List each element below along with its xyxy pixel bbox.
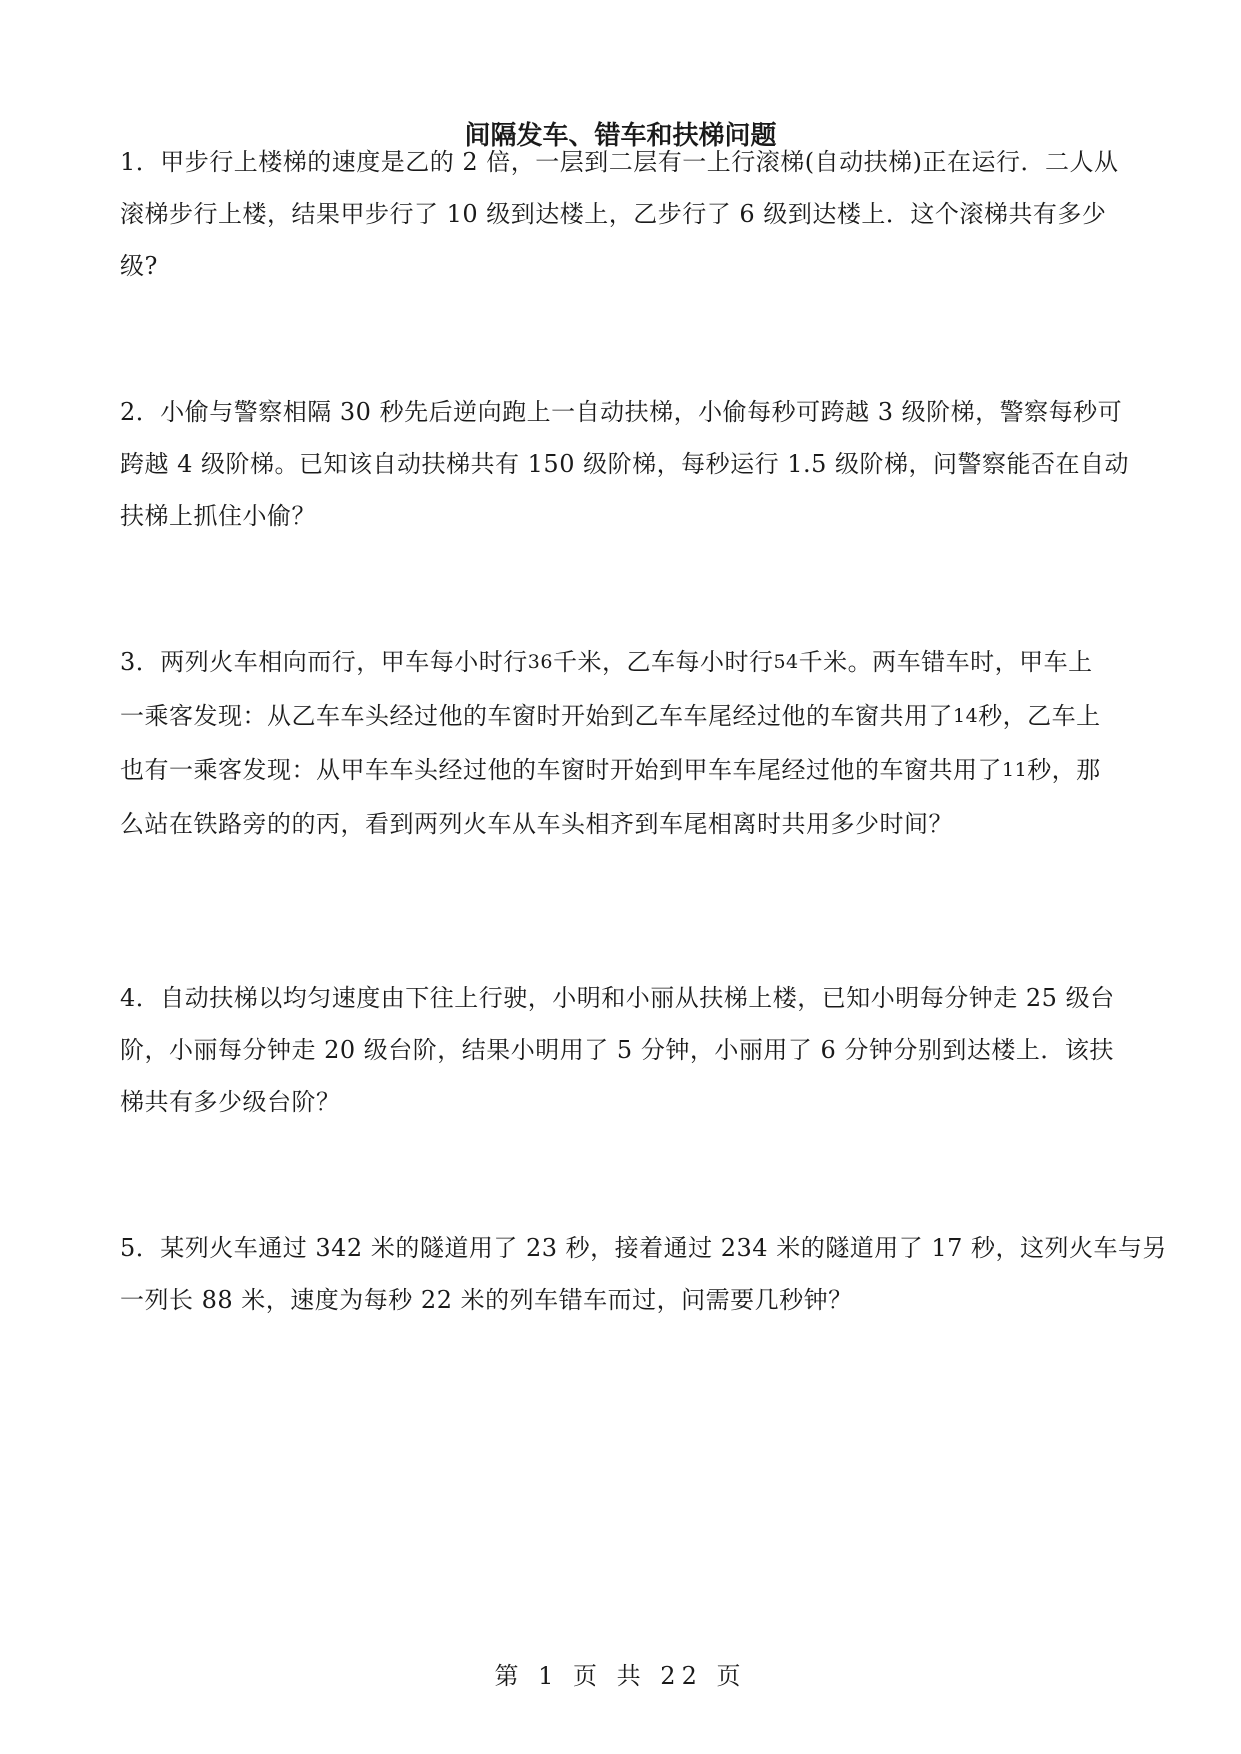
page-number-footer: 第 1 页 共 22 页 [494,1662,747,1690]
problem-5 [120,1222,1167,1326]
problem-line: 2．小偷与警察相隔 30 秒先后逆向跑上一自动扶梯，小偷每秒可跨越 3 级阶梯，警察每秒可 [120,398,1123,426]
text-segment: 秒，那 [1027,756,1101,784]
problem-1 [120,136,1125,292]
problem-line: 5．某列火车通过 342 米的隧道用了 23 秒，接着通过 234 米的隧道用了 17 秒，这列火车与另 [120,1234,1167,1262]
page-title: 间隔发车、错车和扶梯问题 [464,121,777,151]
problem-line: 阶，小丽每分钟走 20 级台阶，结果小明用了 5 分钟，小丽用了 6 分钟分别到达楼上．该扶 [120,1036,1114,1064]
text-segment: 也有一乘客发现：从甲车车头经过他的车窗时开始到甲车车尾经过他的车窗共用了 [120,756,1002,784]
problem-line: 级? [120,252,158,280]
problem-line [120,690,1125,744]
problem-2 [120,386,1130,542]
problem-line: 跨越 4 级阶梯。已知该自动扶梯共有 150 级阶梯，每秒运行 1.5 级阶梯，问警察能否在自动 [120,450,1130,478]
problem-line [120,744,1125,798]
problem-line: 扶梯上抓住小偷？ [120,502,316,530]
problem-line: 一列长 88 米，速度为每秒 22 米的列车错车而过，问需要几秒钟？ [120,1286,853,1314]
text-segment: 千米，乙车每小时行 [552,648,774,676]
problem-line [120,636,1125,690]
text-segment: 3．两列火车相向而行，甲车每小时行 [120,648,528,676]
problem-3 [120,636,1125,850]
text-segment: 一乘客发现：从乙车车头经过他的车窗时开始到乙车车尾经过他的车窗共用了 [120,702,953,730]
problem-line: 1．甲步行上楼梯的速度是乙的 2 倍，一层到二层有一上行滚梯(自动扶梯)正在运行．二人从 [120,148,1119,176]
inline-number: 36 [527,651,553,673]
problem-line: 梯共有多少级台阶？ [120,1088,341,1116]
problem-line: 4．自动扶梯以均匀速度由下往上行驶，小明和小丽从扶梯上楼，已知小明每分钟走 25 级台 [120,984,1115,1012]
inline-number: 11 [1002,759,1028,781]
problem-4 [120,972,1125,1128]
problem-line: 滚梯步行上楼，结果甲步行了 10 级到达楼上，乙步行了 6 级到达楼上．这个滚梯共有多少 [120,200,1107,228]
inline-number: 14 [953,705,979,727]
inline-number: 54 [773,651,799,673]
text-segment: 千米。两车错车时，甲车上 [798,648,1093,676]
problem-line: 么站在铁路旁的的丙，看到两列火车从车头相齐到车尾相离时共用多少时间？ [120,810,953,838]
text-segment: 秒，乙车上 [978,702,1101,730]
